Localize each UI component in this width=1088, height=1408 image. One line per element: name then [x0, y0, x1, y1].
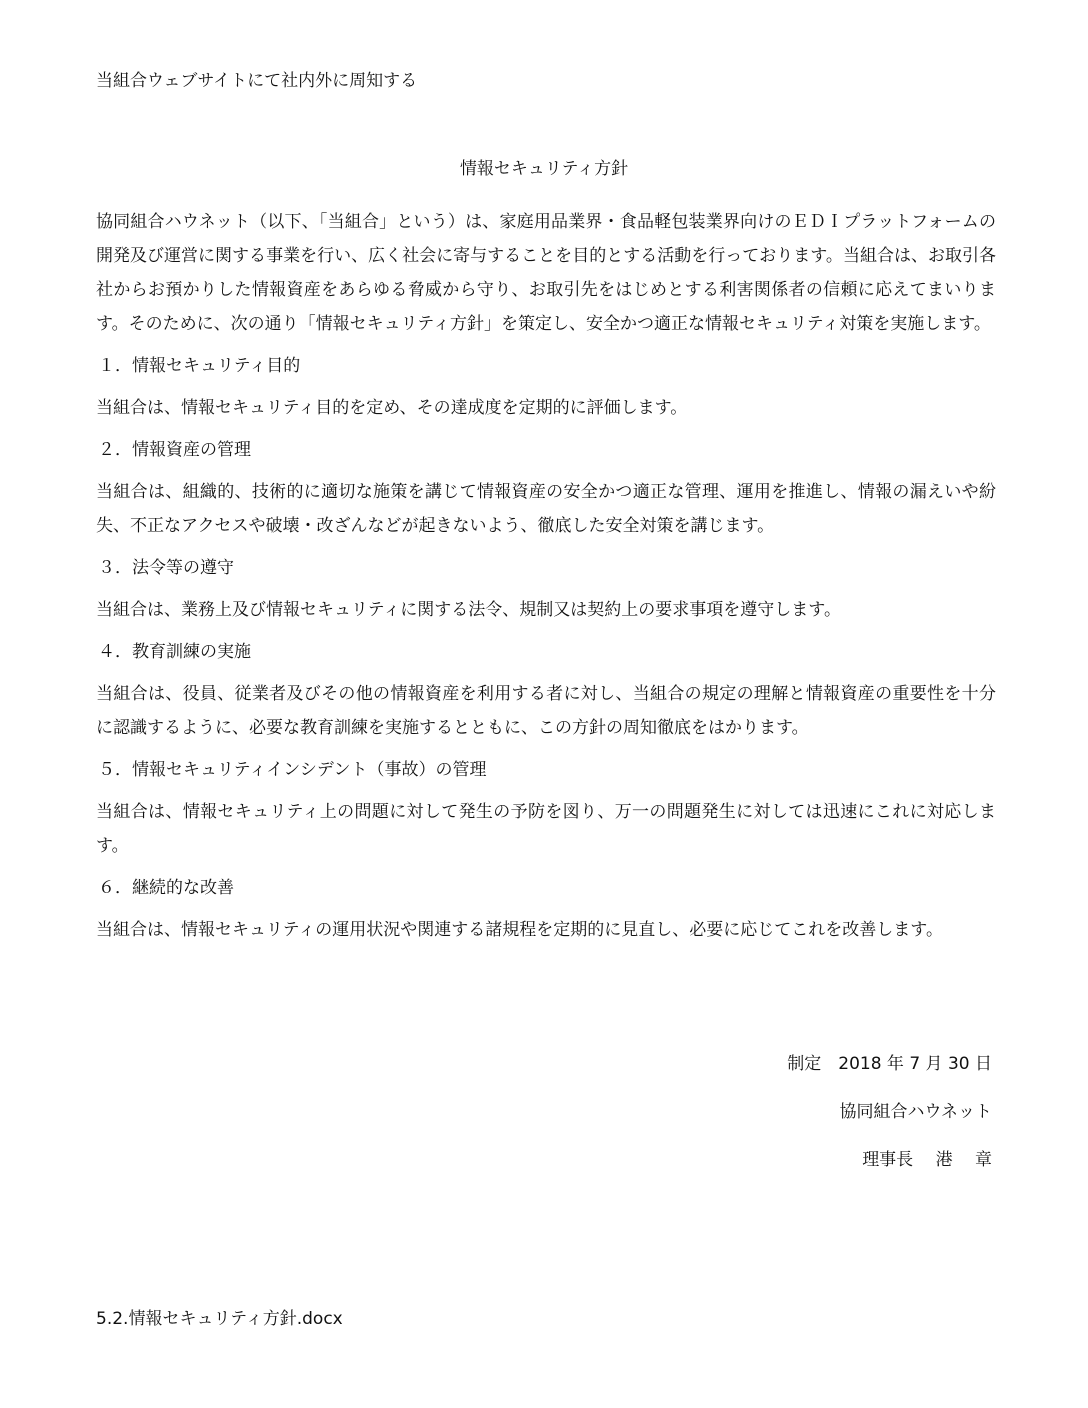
section-body: 当組合は、情報セキュリティの運用状況や関連する諸規程を定期的に見直し、必要に応じてこれを改善します。 — [96, 920, 943, 940]
section-2 — [96, 439, 996, 543]
header-note: 当組合ウェブサイトにて社内外に周知する — [96, 71, 418, 91]
signature-block — [787, 1053, 992, 1197]
section-5 — [96, 759, 996, 863]
section-body: 当組合は、役員、従業者及びその他の情報資産を利用する者に対し、当組合の規定の理解と情報資産の重要性を十分に認識するように、必要な教育訓練を実施するとともに、この方針の周知徹底をはかります。 — [96, 684, 996, 738]
section-heading: ２．情報資産の管理 — [98, 440, 251, 460]
section-heading: ６．継続的な改善 — [98, 878, 234, 898]
section-heading: １．情報セキュリティ目的 — [98, 356, 301, 376]
section-heading: ４．教育訓練の実施 — [98, 642, 251, 662]
section-heading: ３．法令等の遵守 — [98, 558, 234, 578]
document-title: 情報セキュリティ方針 — [459, 159, 629, 179]
enactment-date: 制定 2018 年 7 月 30 日 — [787, 1054, 992, 1074]
footer-filename: 5.2.情報セキュリティ方針.docx — [96, 1309, 343, 1329]
section-body: 当組合は、情報セキュリティ目的を定め、その達成度を定期的に評価します。 — [96, 398, 688, 418]
section-6 — [96, 877, 996, 947]
section-4 — [96, 641, 996, 745]
section-body: 当組合は、組織的、技術的に適切な施策を講じて情報資産の安全かつ適正な管理、運用を推進し、情報の漏えいや紛失、不正なアクセスや破壊・改ざんなどが起きないよう、徹底した安全対策を講じます。 — [96, 482, 996, 536]
section-body: 当組合は、業務上及び情報セキュリティに関する法令、規制又は契約上の要求事項を遵守します。 — [96, 600, 841, 620]
section-3 — [96, 557, 996, 627]
signer-name: 理事長 港 章 — [862, 1150, 992, 1170]
section-heading: ５．情報セキュリティインシデント（事故）の管理 — [98, 760, 487, 780]
intro-paragraph: 協同組合ハウネット（以下、「当組合」という）は、家庭用品業界・食品軽包装業界向けのＥＤＩプラットフォームの開発及び運営に関する事業を行い、広く社会に寄与することを目的とする活動を行っております。当組合は、お取引各社からお預かりした情報資産をあらゆる脅威から守り、お取引先をはじめとする利害関係者の信頼に応えてまいります。そのために、次の通り「情報セキュリティ方針」を策定し、安全かつ適正な情報セキュリティ対策を実施します。 — [96, 212, 996, 334]
organization-name: 協同組合ハウネット — [839, 1102, 992, 1122]
section-1 — [96, 355, 996, 425]
document-body — [96, 205, 996, 957]
section-body: 当組合は、情報セキュリティ上の問題に対して発生の予防を図り、万一の問題発生に対しては迅速にこれに対応します。 — [96, 802, 996, 856]
